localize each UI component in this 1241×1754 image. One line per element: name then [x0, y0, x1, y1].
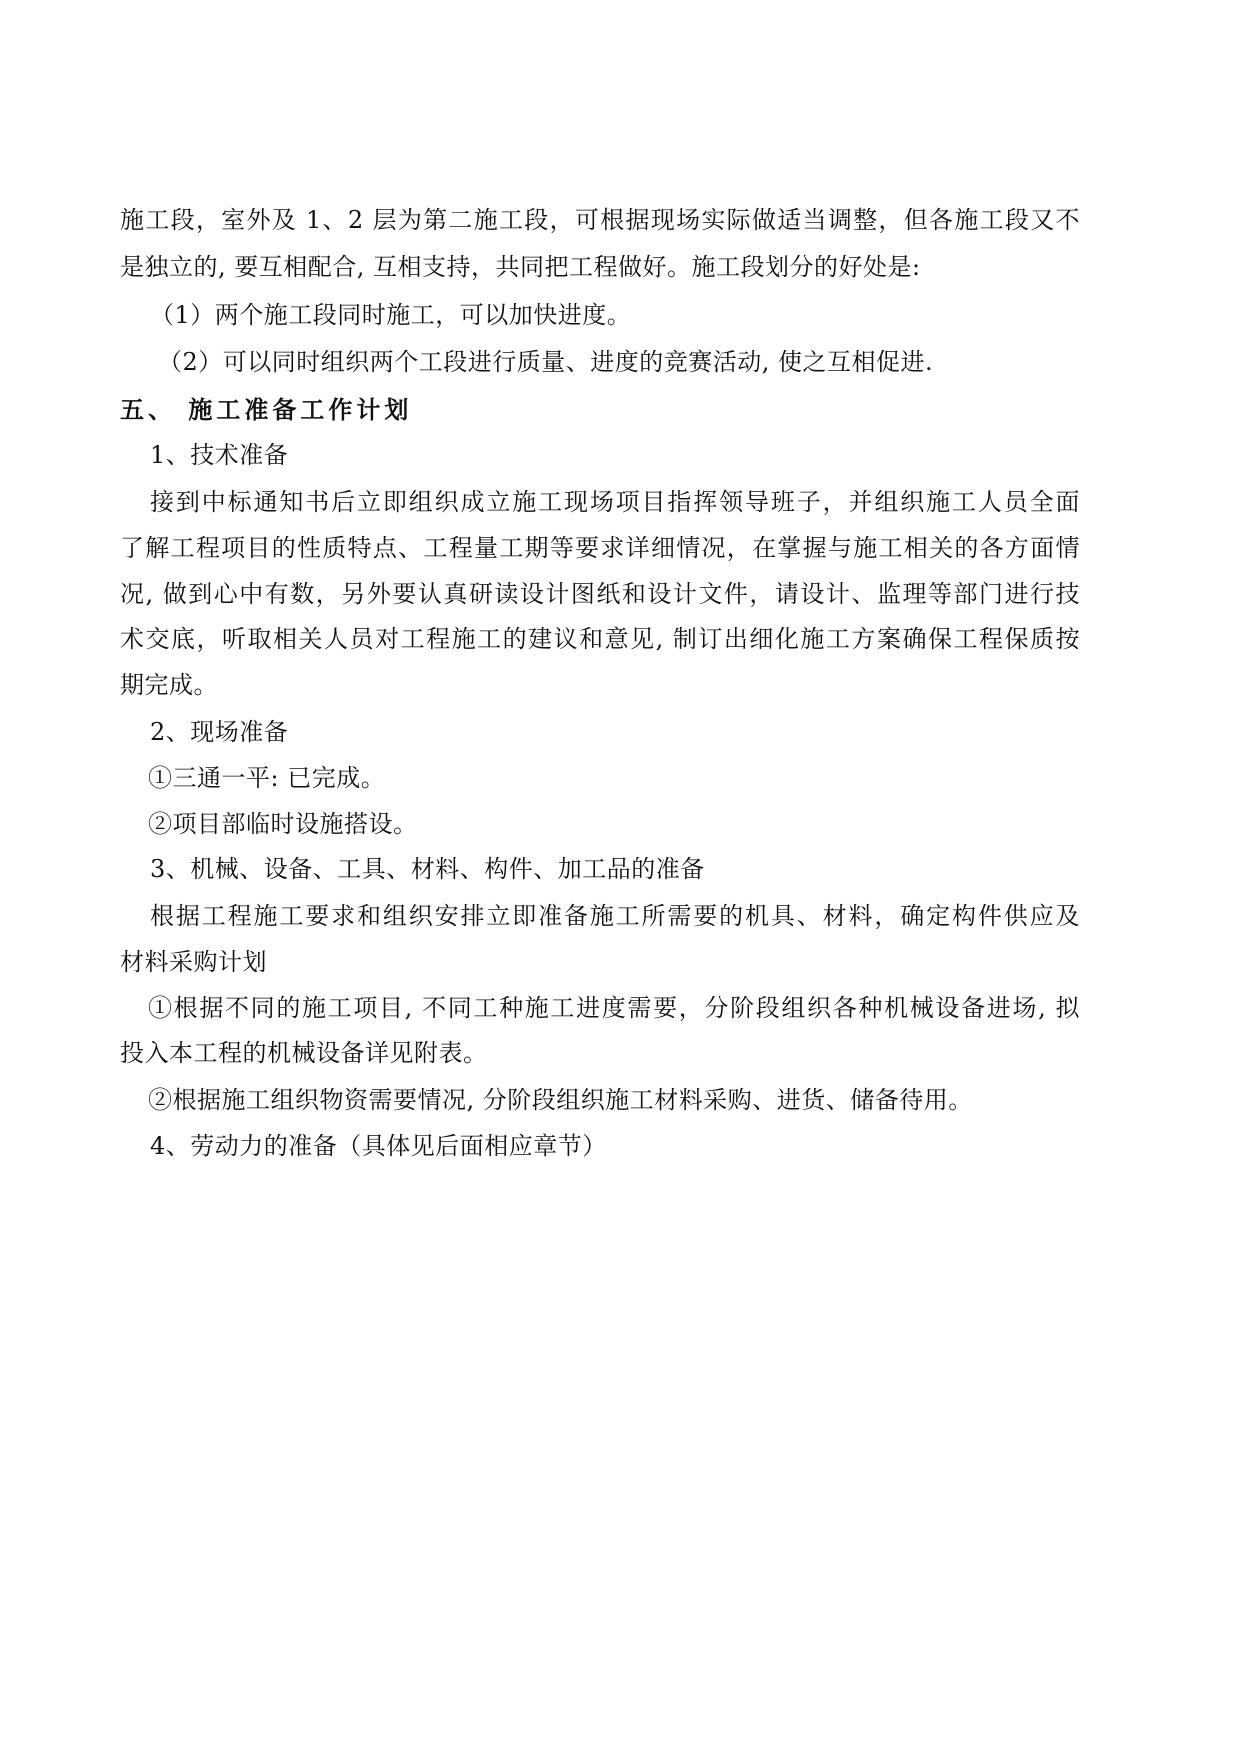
paragraph-line: 是独立的, 要互相配合, 互相支持，共同把工程做好。施工段划分的好处是:: [120, 253, 921, 281]
paragraph-line: 况, 做到心中有数，另外要认真研读设计图纸和设计文件，请设计、监理等部门进行技: [120, 580, 1080, 608]
list-item: ②项目部临时设施搭设。: [148, 810, 418, 838]
paragraph-line: 材料采购计划: [120, 948, 267, 976]
subsection-heading: 1、技术准备: [150, 441, 289, 469]
section-heading: 五、 施工准备工作计划: [120, 396, 413, 424]
subsection-heading: 2、现场准备: [150, 718, 289, 746]
subsection-heading: 3、机械、设备、工具、材料、构件、加工品的准备: [150, 855, 705, 883]
paragraph-line: 期完成。: [120, 671, 218, 699]
list-item: ①三通一平: 已完成。: [148, 764, 386, 792]
paragraph-line: 投入本工程的机械设备详见附表。: [120, 1039, 488, 1067]
paragraph-line: ①根据不同的施工项目, 不同工种施工进度需要，分阶段组织各种机械设备进场, 拟: [148, 994, 1080, 1022]
list-item: （1）两个施工段同时施工，可以加快进度。: [150, 301, 632, 329]
list-item: （2）可以同时组织两个工段进行质量、进度的竞赛活动, 使之互相促进.: [158, 348, 934, 376]
paragraph-line: 术交底，听取相关人员对工程施工的建议和意见, 制订出细化施工方案确保工程保质按: [120, 625, 1080, 653]
subsection-heading: 4、劳动力的准备（具体见后面相应章节）: [150, 1132, 607, 1160]
paragraph-line: 施工段，室外及 1、2 层为第二施工段，可根据现场实际做适当调整，但各施工段又不: [120, 206, 1080, 234]
paragraph-line: 了解工程项目的性质特点、工程量工期等要求详细情况，在掌握与施工相关的各方面情: [120, 534, 1080, 562]
paragraph-line: ②根据施工组织物资需要情况, 分阶段组织施工材料采购、进货、储备待用。: [148, 1086, 973, 1114]
paragraph-line: 接到中标通知书后立即组织成立施工现场项目指挥领导班子，并组织施工人员全面: [150, 488, 1080, 516]
paragraph-line: 根据工程施工要求和组织安排立即准备施工所需要的机具、材料，确定构件供应及: [150, 902, 1080, 930]
